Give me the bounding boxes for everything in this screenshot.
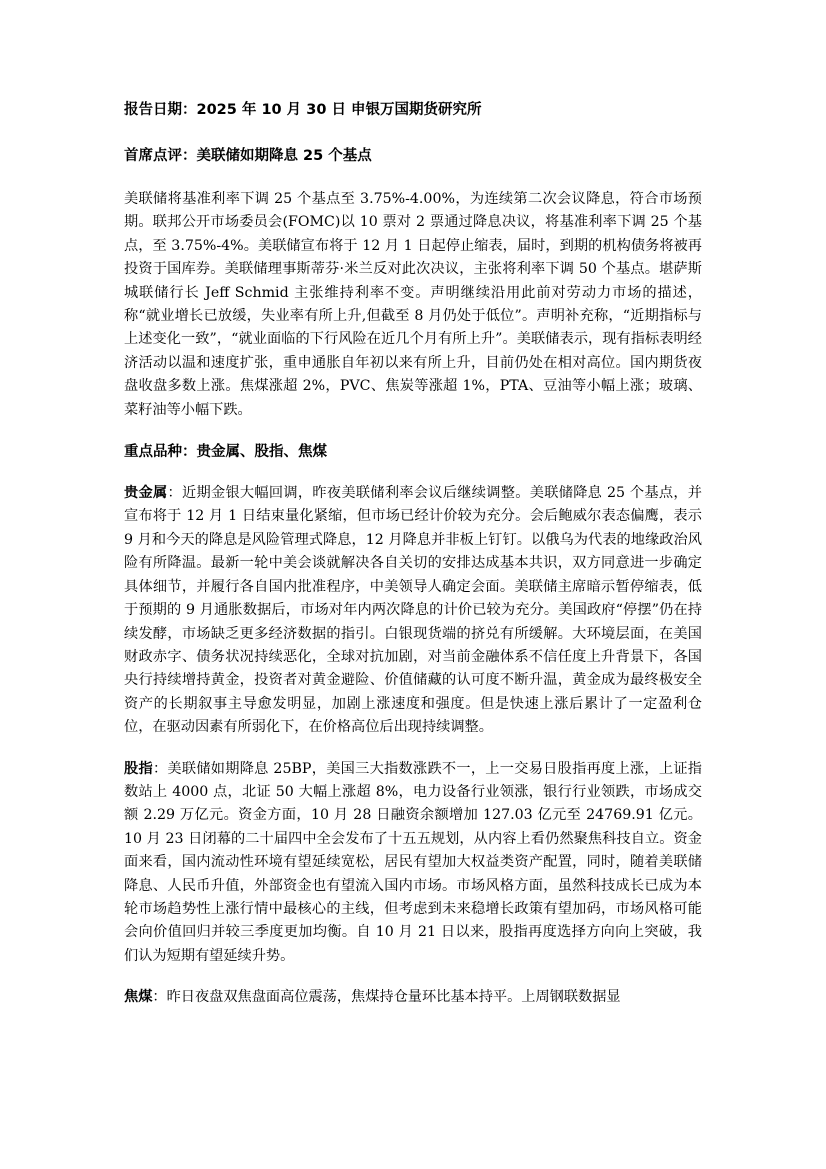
stock-index-paragraph bbox=[124, 758, 702, 969]
coking-coal-label: 焦煤 bbox=[124, 989, 153, 1006]
key-products-title: 重点品种：贵金属、股指、焦煤 bbox=[124, 444, 327, 461]
chief-comment-body: 美联储将基准利率下调 25 个基点至 3.75%-4.00%，为连续第二次会议降息，符合市场预期。联邦公开市场委员会(FOMC)以 10 票对 2 票通过降息决议，将基准利率下调 25 个基点，至 3.75%-4%。美联储宣布将于 12 月 1 日起停止缩表，届时，到期的机构债务将被再投资于国库券。美联储理事斯蒂芬·米兰反对此次决议，主张将利率下调 50 个基点。堪萨斯城联储行长 Jeff Schmid 主张维持利率不变。声明继续沿用此前对劳动力市场的描述，称“就业增长已放缓，失业率有所上升,但截至 8 月仍处于低位”。声明补充称，“近期指标与上述变化一致”，“就业面临的下行风险在近几个月有所上升”。美联储表示，现有指标表明经济活动以温和速度扩张，重申通胀自年初以来有所上升，目前仍处在相对高位。国内期货夜盘收盘多数上涨。焦煤涨超 2%，PVC、焦炭等涨超 1%，PTA、豆油等小幅上涨；玻璃、菜籽油等小幅下跌。 bbox=[124, 191, 702, 418]
coking-coal-paragraph bbox=[124, 986, 702, 1009]
stock-index-text: ：美联储如期降息 25BP，美国三大指数涨跌不一，上一交易日股指再度上涨，上证指数站上 4000 点，北证 50 大幅上涨超 8%，电力设备行业领涨，银行行业领跌，市场成交额 2.29 万亿元。资金方面，10 月 28 日融资余额增加 127.03 亿元至 24769.91 亿元。10 月 23 日闭幕的二十届四中全会发布了十五五规划，从内容上看仍然聚焦科技自立。资金面来看，国内流动性环境有望延续宽松，居民有望加大权益类资产配置，同时，随着美联储降息、人民币升值，外部资金也有望流入国内市场。市场风格方面，虽然科技成长已成为本轮市场趋势性上涨行情中最核心的主线，但考虑到未来稳增长政策有望加码，市场风格可能会向价值回归并较三季度更加均衡。自 10 月 21 日以来，股指再度选择方向向上突破，我们认为短期有望延续升势。 bbox=[124, 760, 702, 964]
chief-comment-title: 首席点评：美联储如期降息 25 个基点 bbox=[124, 148, 372, 164]
stock-index-label: 股指 bbox=[124, 760, 153, 777]
precious-metals-paragraph bbox=[124, 482, 702, 739]
precious-metals-text: ：近期金银大幅回调，昨夜美联储利率会议后继续调整。美联储降息 25 个基点，并宣布将于 12 月 1 日结束量化紧缩，但市场已经计价较为充分。会后鲍威尔表态偏鹰，表示 9 月和今天的降息是风险管理式降息，12 月降息并非板上钉钉。以俄乌为代表的地缘政治风险有所降温。最新一轮中美会谈就解决各自关切的安排达成基本共识，双方同意进一步确定具体细节，并履行各自国内批准程序，中美领导人确定会面。美联储主席暗示暂停缩表，低于预期的 9 月通胀数据后，市场对年内两次降息的计价已较为充分。美国政府“停摆”仍在持续发酵，市场缺乏更多经济数据的指引。白银现货端的挤兑有所缓解。大环境层面，在美国财政赤字、债务状况持续恶化，全球对抗加剧，对当前金融体系不信任度上升背景下，各国央行持续增持黄金，投资者对黄金避险、价值储藏的认可度不断升温，黄金成为最终极安全资产的长期叙事主导愈发明显，加剧上涨速度和强度。但是快速上涨后累计了一定盈利仓位，在驱动因素有所弱化下，在价格高位后出现持续调整。 bbox=[124, 485, 702, 736]
precious-metals-label: 贵金属 bbox=[124, 485, 168, 502]
report-date-header: 报告日期：2025 年 10 月 30 日 申银万国期货研究所 bbox=[124, 102, 482, 118]
report-page bbox=[124, 98, 702, 1010]
coking-coal-text: ：昨日夜盘双焦盘面高位震荡，焦煤持仓量环比基本持平。上周钢联数据显 bbox=[152, 989, 621, 1006]
